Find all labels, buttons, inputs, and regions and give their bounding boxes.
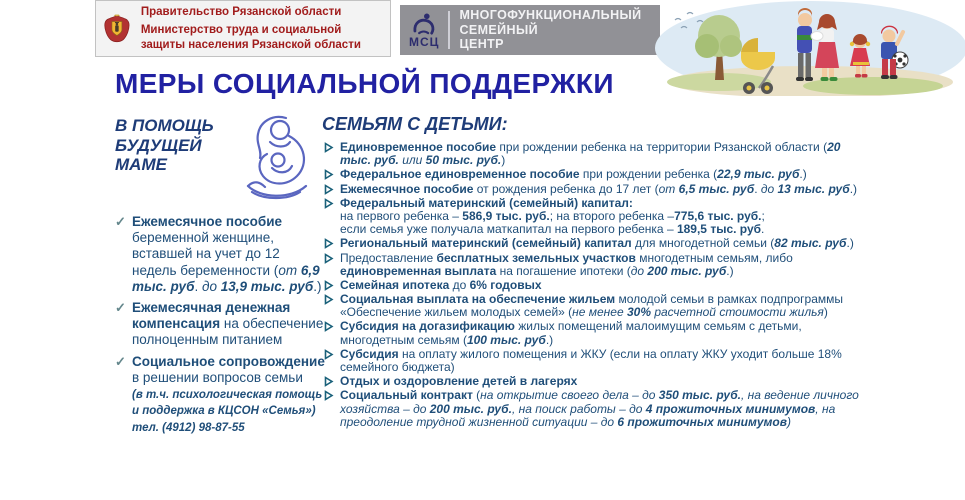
list-item	[322, 197, 862, 237]
msc-mark	[409, 11, 439, 49]
gov-text	[141, 5, 384, 52]
mother-baby-icon	[231, 112, 323, 204]
list-item-text: Социальная выплата на обеспечение жильем молодой семьи в рамках подпрограммы «Обеспечение жильем молодых семей» (не менее 30% расчетной стоимости жилья)	[340, 292, 844, 320]
list-item-text: Социальное сопровождение в решении вопросов семьи (в т.ч. психологическая помощь и поддержка в КЦСОН «Семья») тел. (4912) 98-87-55	[132, 353, 325, 434]
arrow-bullet-icon	[324, 142, 334, 153]
families-section-title: СЕМЬЯМ С ДЕТЬМИ:	[322, 114, 508, 134]
msc-name-line: МНОГОФУНКЦИОНАЛЬНЫЙ	[459, 8, 642, 23]
ryazan-coat-of-arms-icon	[102, 3, 132, 55]
arrow-bullet-icon	[324, 390, 334, 401]
benefits-list	[322, 141, 862, 429]
arrow-bullet-icon	[324, 184, 334, 195]
msc-abbr: МСЦ	[409, 35, 440, 49]
check-bullet-icon: ✓	[115, 214, 126, 229]
list-item	[322, 389, 862, 429]
msc-person-icon	[410, 11, 438, 37]
future-mom-title: В ПОМОЩЬ БУДУЩЕЙ МАМЕ	[115, 116, 214, 175]
list-item-text: Отдых и оздоровление детей в лагерях	[340, 374, 578, 389]
arrow-bullet-icon	[324, 321, 334, 332]
arrow-bullet-icon	[324, 169, 334, 180]
list-item-text: Ежемесячное пособие от рождения ребенка до 17 лет (от 6,5 тыс. руб. до 13 тыс. руб.)	[340, 181, 858, 196]
list-item-text: Субсидия на оплату жилого помещения и ЖКУ (если на оплату ЖКУ уходит больше 18% семейного бюджета)	[340, 346, 842, 374]
list-item-text: Федеральный материнский (семейный) капитал: на первого ребенка – 586,9 тыс. руб.; на второго ребенка –775,6 тыс. руб.; если семья уже получала маткапитал на первого ребенка – 189,5 тыс. руб.	[340, 195, 765, 237]
gov-line-1: Правительство Рязанской области	[140, 5, 342, 18]
future-mom-header	[115, 112, 327, 204]
list-item	[115, 300, 327, 349]
arrow-bullet-icon	[324, 238, 334, 249]
list-item	[322, 252, 862, 278]
families-with-children-section	[322, 114, 862, 430]
list-item	[322, 348, 862, 374]
list-item	[115, 214, 327, 295]
gov-line-2: Министерство труда и социальной защиты населения Рязанской области	[140, 24, 361, 51]
list-item-text: Региональный материнский (семейный) капитал для многодетной семьи (82 тыс. руб.)	[340, 236, 854, 251]
msc-name	[459, 8, 641, 52]
future-mom-list	[115, 214, 327, 435]
arrow-bullet-icon	[324, 349, 334, 360]
arrow-bullet-icon	[324, 253, 334, 264]
arrow-bullet-icon	[324, 376, 334, 387]
list-item-text: Ежемесячное пособие беременной женщине, вставшей на учет до 12 недель беременности (от 6,9 тыс. руб. до 13,9 тыс. руб.)	[132, 214, 322, 294]
family-illustration	[653, 0, 965, 96]
list-item	[322, 293, 862, 319]
list-item	[322, 320, 862, 346]
list-item-text: Федеральное единовременное пособие при рождении ребенка (22,9 тыс. руб.)	[340, 167, 807, 182]
arrow-bullet-icon	[324, 294, 334, 305]
list-item	[322, 141, 862, 167]
msc-name-line: ЦЕНТР	[459, 37, 504, 52]
arrow-bullet-icon	[324, 280, 334, 291]
list-item-text: Предоставление бесплатных земельных участков многодетным семьям, либо единовременная выплата на погашение ипотеки (до 200 тыс. руб.)	[340, 250, 793, 278]
msc-divider	[448, 11, 450, 49]
future-mom-section	[115, 112, 327, 440]
check-bullet-icon: ✓	[115, 353, 126, 369]
list-item-text: Единовременное пособие при рождении ребенка на территории Рязанской области (20 тыс. руб. или 50 тыс. руб.)	[340, 140, 841, 168]
list-item-text: Социальный контракт (на открытие своего дела – до 350 тыс. руб., на ведение личного хозяйства – до 200 тыс. руб., на поиск работы – до 4 прожиточных минимумов, на преодоление трудной жизненной ситуации – до 6 прожиточных минимумов)	[340, 388, 859, 429]
list-item	[322, 183, 862, 196]
list-item-text: Семейная ипотека до 6% годовых	[340, 277, 542, 292]
list-item	[322, 168, 862, 181]
msc-logo	[400, 5, 660, 55]
list-item-text: Субсидия на догазификацию жилых помещений малоимущим семьям с детьми, многодетным семьям (100 тыс. руб.)	[340, 319, 802, 347]
list-item	[115, 354, 327, 436]
msc-name-line: СЕМЕЙНЫЙ	[459, 22, 538, 37]
list-item	[322, 237, 862, 250]
check-bullet-icon: ✓	[115, 299, 126, 315]
gov-header	[95, 0, 391, 57]
list-item	[322, 279, 862, 292]
list-item	[322, 375, 862, 388]
page-title: МЕРЫ СОЦИАЛЬНОЙ ПОДДЕРЖКИ	[115, 68, 614, 99]
arrow-bullet-icon	[324, 198, 334, 209]
list-item-text: Ежемесячная денежная компенсация на обеспечение полноценным питанием	[132, 299, 324, 348]
